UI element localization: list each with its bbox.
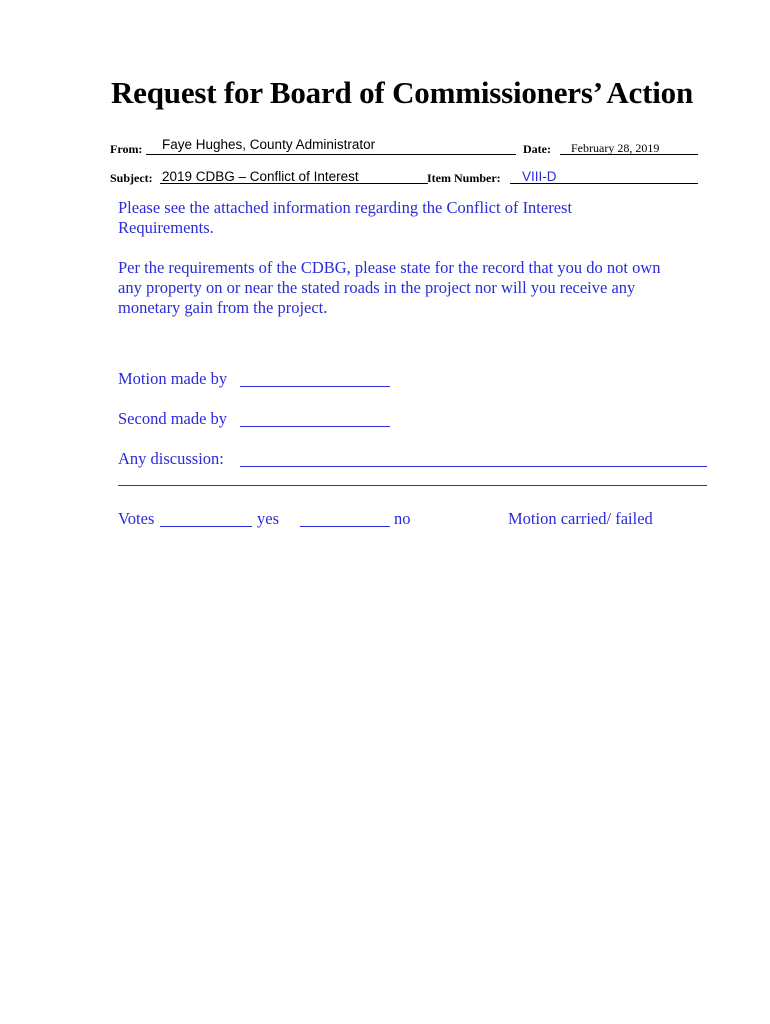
votes-label: Votes: [118, 509, 155, 528]
from-label: From:: [110, 142, 143, 156]
item-number-label: Item Number:: [427, 171, 501, 185]
from-field[interactable]: Faye Hughes, County Administrator: [162, 137, 376, 152]
any-discussion-blank-line-1[interactable]: [240, 466, 707, 467]
any-discussion-label: Any discussion:: [118, 449, 224, 468]
second-made-by-blank[interactable]: [240, 426, 390, 427]
subject-label: Subject:: [110, 171, 153, 185]
any-discussion-blank-line-2[interactable]: [118, 485, 707, 486]
paragraph-2-line-1: Per the requirements of the CDBG, please state for the record that you do not own: [118, 258, 661, 277]
motion-result-label: Motion carried/ failed: [508, 509, 653, 528]
paragraph-2-line-3: monetary gain from the project.: [118, 298, 328, 317]
motion-made-by-blank[interactable]: [240, 386, 390, 387]
date-field[interactable]: February 28, 2019: [571, 141, 660, 155]
votes-no-label: no: [394, 509, 411, 528]
votes-no-blank[interactable]: [300, 526, 390, 527]
from-underline: [146, 154, 516, 155]
document-title: Request for Board of Commissioners’ Action: [111, 75, 693, 110]
subject-field[interactable]: 2019 CDBG – Conflict of Interest: [162, 169, 359, 184]
votes-yes-label: yes: [257, 509, 279, 528]
motion-made-by-label: Motion made by: [118, 369, 228, 388]
second-made-by-label: Second made by: [118, 409, 228, 428]
date-label: Date:: [523, 142, 551, 156]
paragraph-2-line-2: any property on or near the stated roads in the project nor will you receive any: [118, 278, 636, 297]
paragraph-1-line-1: Please see the attached information regarding the Conflict of Interest: [118, 198, 573, 217]
item-number-field[interactable]: VIII-D: [522, 169, 557, 184]
votes-yes-blank[interactable]: [160, 526, 252, 527]
paragraph-1-line-2: Requirements.: [118, 218, 214, 237]
